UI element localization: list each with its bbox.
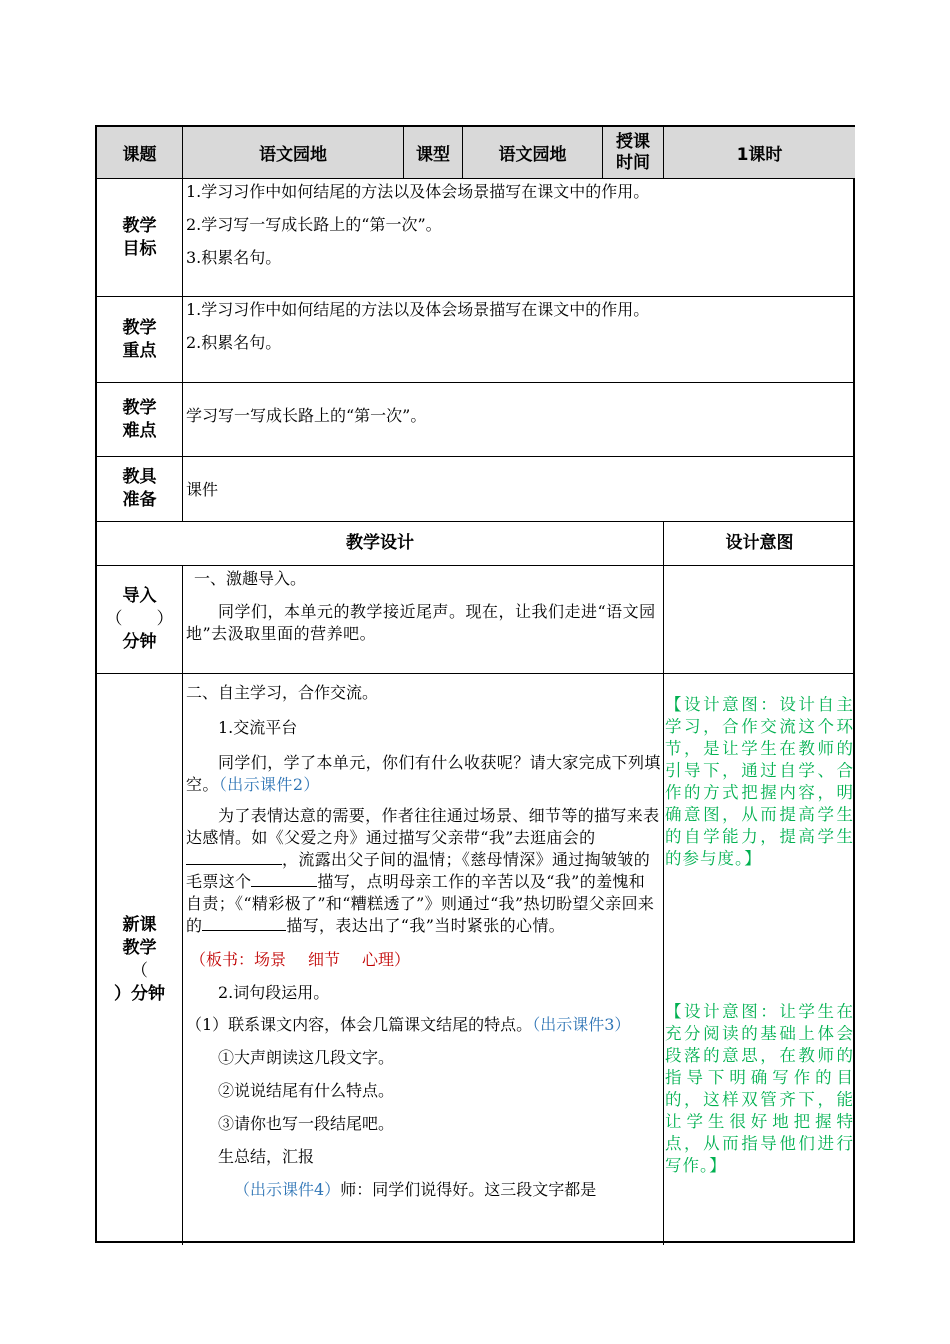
board-note-detail: 细节 [308,950,341,969]
course-value: 语文园地 [183,127,404,179]
board-note-scene: （板书：场景 [190,950,287,969]
question-1 [186,1014,661,1036]
goals-content [183,179,855,297]
difficulty-label [97,383,183,457]
newlesson-label [97,674,183,1245]
focus-label [97,297,183,383]
newlesson-label-4: ）分钟 [114,983,165,1004]
intro-heading: 一、激趣导入。 [194,569,307,588]
exchange-prompt-text: 同学们，学了本单元，你们有什么收获呢？请大家完成下列填空。 [186,753,661,794]
newlesson-label-2: 教学 [122,937,157,958]
fill-in-passage [186,805,661,937]
tools-text: 课件 [186,480,219,499]
tools-label-1: 教具 [122,467,157,487]
board-note-mind: 心理） [362,950,411,969]
goals-label-1: 教学 [122,215,157,236]
goals-label [97,179,183,297]
focus-label-2: 重点 [122,340,157,361]
focus-label-1: 教学 [122,317,157,338]
newlesson-intent [664,674,855,1245]
design-intent-note-2: 【设计意图：让学生在充分阅读的基础上体会段落的意思，在教师的指导下明确写作的目的，这样双管齐下，能让学生很好地把握特点，从而指导他们进行写作。】 [665,1002,854,1175]
student-summary: 生总结，汇报 [218,1147,315,1166]
intro-label [97,566,183,674]
focus-item: 1.学习习作中如何结尾的方法以及体会场景描写在课文中的作用。 [186,300,650,319]
newlesson-heading: 二、自主学习，合作交流。 [186,683,379,702]
teacher-remark-text: 师：同学们说得好。这三段文字都是 [340,1180,597,1199]
time-value: 1课时 [664,127,855,179]
fill-text-4: 描写，表达出了“我”当时紧张的心情。 [286,916,566,935]
time-label-line2: 时间 [616,152,650,173]
difficulty-text: 学习写一写成长路上的“第一次”。 [186,406,427,425]
goal-item: 3.积累名句。 [186,248,282,267]
exchange-subheading: 1.交流平台 [218,718,298,737]
fill-text-2: ，流露出父子间的温情；《慈母情深》通过掏皱皱的毛票这个 [186,850,651,891]
step-discuss: ②说说结尾有什么特点。 [218,1081,395,1100]
exchange-prompt [186,752,661,796]
goals-label-2: 目标 [122,238,157,259]
newlesson-label-3: （ [131,960,148,981]
intro-label-1: 导入 [122,586,157,606]
type-value: 语文园地 [463,127,603,179]
focus-content [183,297,855,383]
design-header-left: 教学设计 [97,522,664,566]
goal-item: 1.学习习作中如何结尾的方法以及体会场景描写在课文中的作用。 [186,182,650,201]
tools-label [97,457,183,522]
course-label: 课题 [97,127,183,179]
slide-4-reference: （出示课件4） [234,1180,341,1199]
focus-item: 2.积累名句。 [186,333,282,352]
goal-item: 2.学习写一写成长路上的“第一次”。 [186,215,442,234]
time-label-line1: 授课 [616,131,650,152]
time-label [603,127,664,179]
fill-blank-2[interactable] [251,872,317,887]
slide-3-reference: （出示课件3） [532,1015,631,1034]
question-1-text: （1）联系课文内容，体会几篇课文结尾的特点。 [186,1015,533,1034]
newlesson-content [183,674,664,1245]
design-header-right: 设计意图 [664,522,855,566]
fill-blank-3[interactable] [202,916,286,931]
intro-label-3: 分钟 [122,632,157,652]
difficulty-label-1: 教学 [122,397,157,418]
fill-text-1: 为了表情达意的需要，作者往往通过场景、细节等的描写来表达感情。如《父爱之舟》通过描写父亲带“我”去逛庙会的 [186,806,660,847]
intro-paragraph: 同学们，本单元的教学接近尾声。现在，让我们走进“语文园地”去汲取里面的营养吧。 [186,602,656,643]
step-write: ③请你也写一段结尾吧。 [218,1114,395,1133]
teacher-remark [186,1179,661,1201]
fill-text-3: 描写，点明母亲工作的辛苦以及“我”的羞愧和自责；《“精彩极了”和“糟糕透了”》则通过“我”热切盼望父亲回来的 [186,872,655,935]
slide-2-reference: （出示课件2） [218,775,320,794]
intro-content [183,566,664,674]
newlesson-label-1: 新课 [122,914,157,935]
intro-label-2: （ ） [105,609,174,629]
tools-label-2: 准备 [122,490,157,510]
usage-subheading: 2.词句段运用。 [218,983,330,1002]
lesson-plan-table [95,125,855,1243]
difficulty-content [183,383,855,457]
step-read: ①大声朗读这几段文字。 [218,1048,395,1067]
design-intent-note-1: 【设计意图：设计自主学习，合作交流这个环节，是让学生在教师的引导下，通过自学、合作的方式把握内容，明确意图，从而提高学生的自学能力，提高学生的参与度。】 [665,695,854,868]
intro-intent [664,566,855,674]
board-note [186,949,661,971]
fill-blank-1[interactable] [186,850,282,865]
tools-content [183,457,855,522]
difficulty-label-2: 难点 [122,420,157,441]
type-label: 课型 [404,127,463,179]
